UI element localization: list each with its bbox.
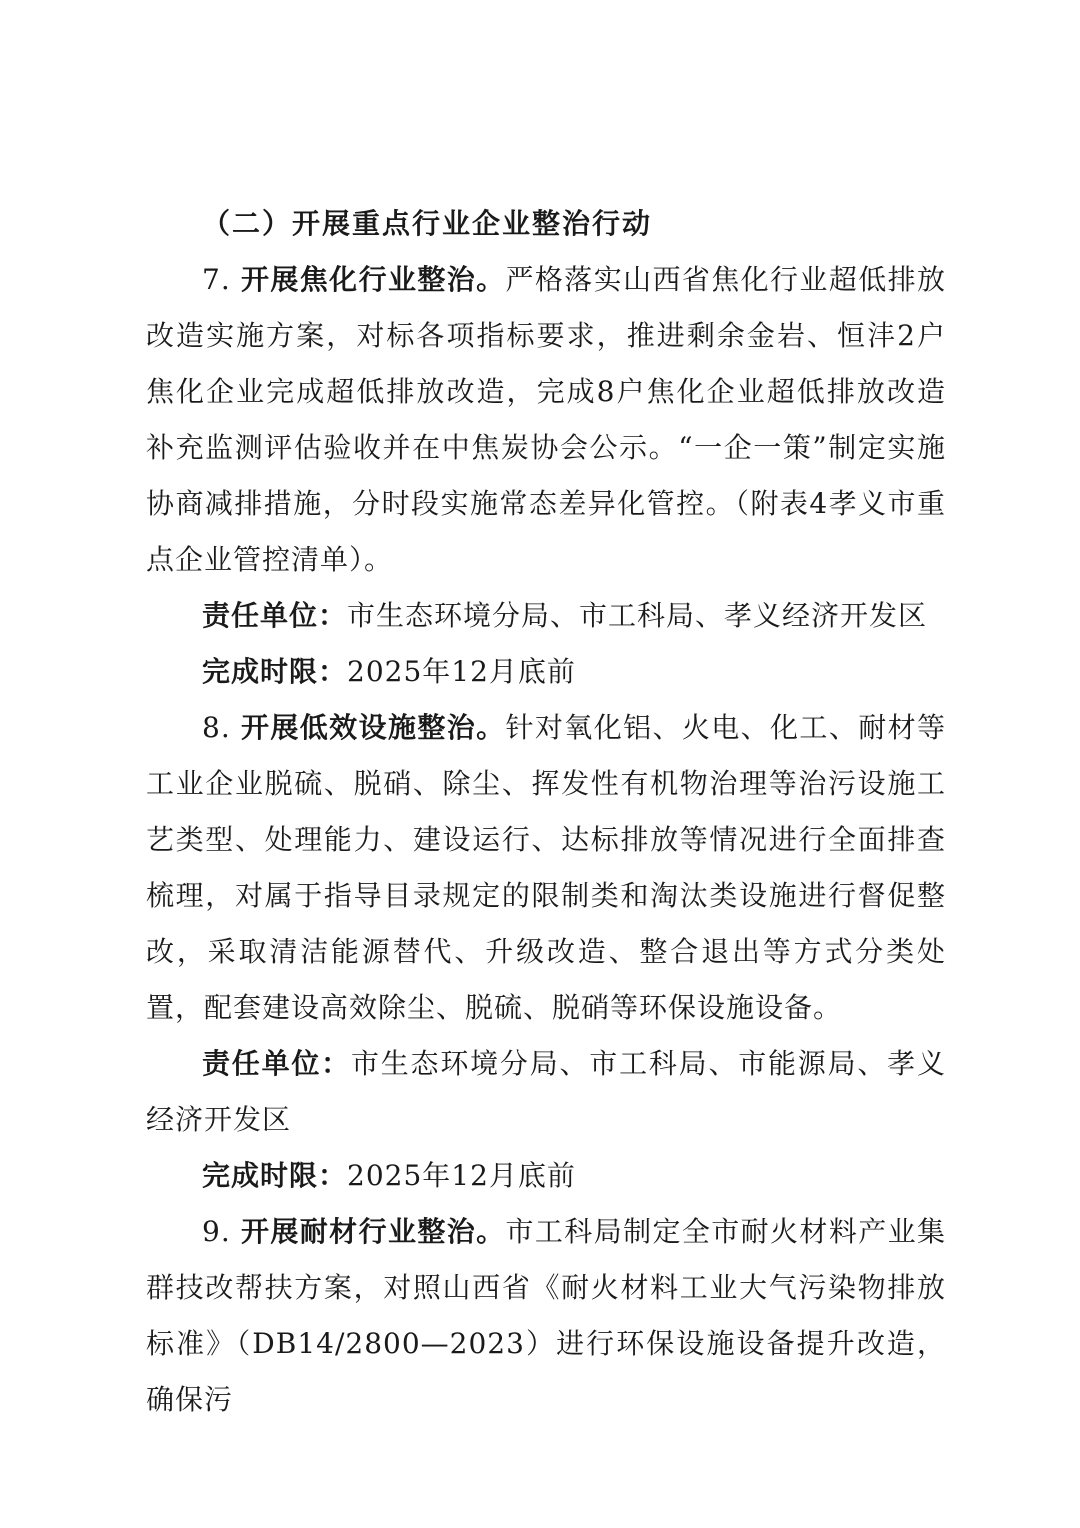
item-8-responsible-label: 责任单位：: [202, 1047, 351, 1080]
item-8-deadline-value: 2025年12月底前: [347, 1159, 576, 1192]
section-heading: （二）开展重点行业企业整治行动: [202, 207, 653, 240]
document-body: [146, 196, 946, 1428]
item-8-body: 针对氧化铝、火电、化工、耐材等工业企业脱硫、脱硝、除尘、挥发性有机物治理等治污设施工艺类型、处理能力、建设运行、达标排放等情况进行全面排查梳理，对属于指导目录规定的限制类和淘汰类设施进行督促整改，采取清洁能源替代、升级改造、整合退出等方式分类处置，配套建设高效除尘、脱硫、脱硝等环保设施设备。: [146, 711, 946, 1024]
item-8-deadline-label: 完成时限：: [202, 1159, 348, 1192]
item-7-deadline: [146, 644, 946, 700]
item-7-deadline-value: 2025年12月底前: [347, 655, 576, 688]
item-9-title: 开展耐材行业整治。: [241, 1215, 506, 1248]
item-7-title: 开展焦化行业整治。: [241, 263, 506, 296]
item-7-responsible: [146, 588, 946, 644]
item-7-paragraph: [146, 252, 946, 588]
item-7-body: 严格落实山西省焦化行业超低排放改造实施方案，对标各项指标要求，推进剩余金岩、恒沣2户焦化企业完成超低排放改造，完成8户焦化企业超低排放改造补充监测评估验收并在中焦炭协会公示。“一企一策”制定实施协商减排措施，分时段实施常态差异化管控。（附表4孝义市重点企业管控清单）。: [146, 263, 946, 576]
item-8-title: 开展低效设施整治。: [241, 711, 506, 744]
item-9-number: 9.: [202, 1215, 231, 1248]
item-7-number: 7.: [202, 263, 231, 296]
item-7-responsible-value: 市生态环境分局、市工科局、孝义经济开发区: [347, 599, 928, 632]
item-9-paragraph: [146, 1204, 946, 1428]
item-8-paragraph: [146, 700, 946, 1036]
item-8-responsible-value: 市生态环境分局、市工科局、市能源局、孝义经济开发区: [146, 1047, 946, 1136]
item-9-body: 市工科局制定全市耐火材料产业集群技改帮扶方案，对照山西省《耐火材料工业大气污染物排放标准》（DB14/2800—2023）进行环保设施设备提升改造，确保污: [146, 1215, 946, 1416]
item-8-deadline: [146, 1148, 946, 1204]
item-8-responsible: [146, 1036, 946, 1148]
item-8-number: 8.: [202, 711, 231, 744]
item-7-deadline-label: 完成时限：: [202, 655, 348, 688]
item-7-responsible-label: 责任单位：: [202, 599, 348, 632]
